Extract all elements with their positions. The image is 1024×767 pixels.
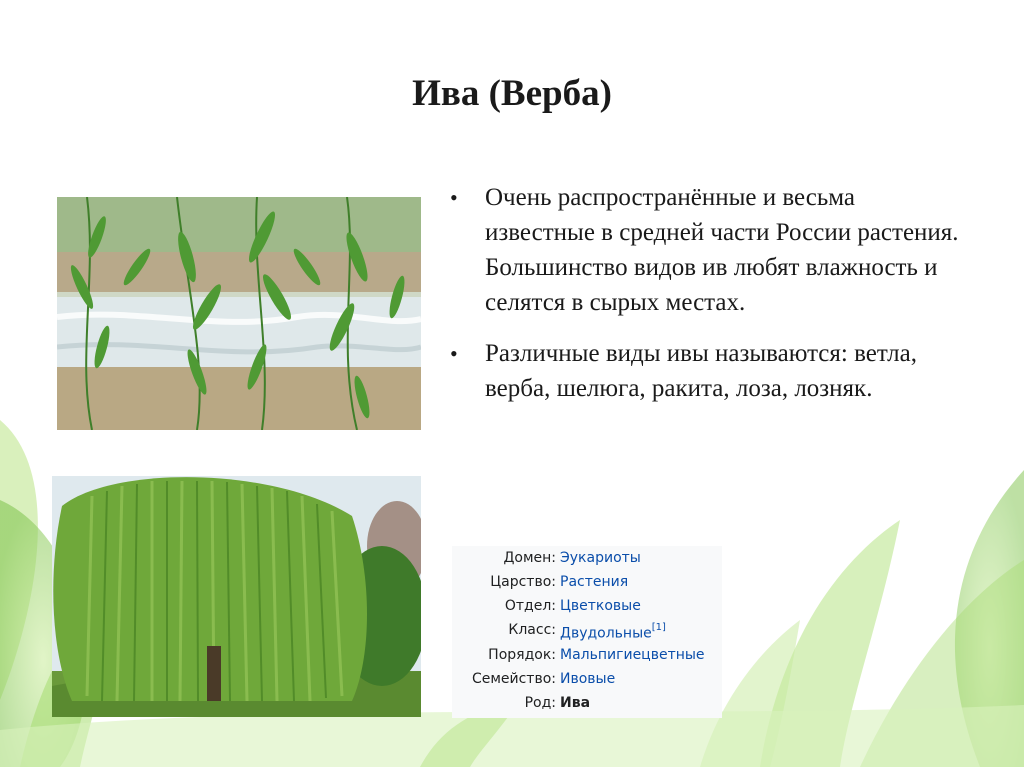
bullet-marker: • xyxy=(450,341,458,366)
taxonomy-row-kingdom xyxy=(452,570,722,594)
footnote-ref[interactable]: [1] xyxy=(651,622,666,633)
bullet-marker: • xyxy=(450,185,458,210)
taxonomy-box xyxy=(452,546,722,718)
taxonomy-row-division xyxy=(452,594,722,618)
taxonomy-link[interactable]: Растения xyxy=(560,574,629,590)
taxonomy-label: Домен: xyxy=(503,550,556,566)
taxonomy-row-order xyxy=(452,643,722,667)
taxonomy-label: Класс: xyxy=(508,622,556,638)
taxonomy-row-domain xyxy=(452,546,722,570)
taxonomy-label: Царство: xyxy=(490,574,556,590)
weeping-willow-photo xyxy=(52,476,421,717)
taxonomy-link[interactable]: Мальпигиецветные xyxy=(560,647,705,663)
taxonomy-link[interactable]: Ивовые xyxy=(560,671,616,687)
slide-title: Ива (Верба) xyxy=(412,73,612,114)
taxonomy-value-genus: Ива xyxy=(560,695,591,711)
taxonomy-label: Семейство: xyxy=(471,671,556,687)
taxonomy-value-class xyxy=(560,618,666,646)
willow-branches-photo xyxy=(57,197,421,430)
taxonomy-link[interactable]: Эукариоты xyxy=(560,550,641,566)
bullet-text: Различные виды ивы называются: ветла, верба, шелюга, ракита, лоза, лозняк. xyxy=(485,340,917,402)
taxonomy-row-genus xyxy=(452,691,722,715)
bullet-item xyxy=(450,180,970,320)
taxonomy-link[interactable]: Двудольные xyxy=(560,625,652,642)
bullet-list xyxy=(450,180,970,422)
taxonomy-label: Порядок: xyxy=(488,647,556,663)
bullet-item xyxy=(450,336,970,406)
taxonomy-link[interactable]: Цветковые xyxy=(560,598,641,614)
taxonomy-label: Отдел: xyxy=(504,598,556,614)
taxonomy-row-family xyxy=(452,667,722,691)
bullet-text: Очень распространённые и весьма известные в средней части России растения. Большинство видов ив любят влажность и селятся в сырых местах. xyxy=(485,184,959,316)
taxonomy-label: Род: xyxy=(524,695,556,711)
taxonomy-row-class xyxy=(452,618,722,642)
